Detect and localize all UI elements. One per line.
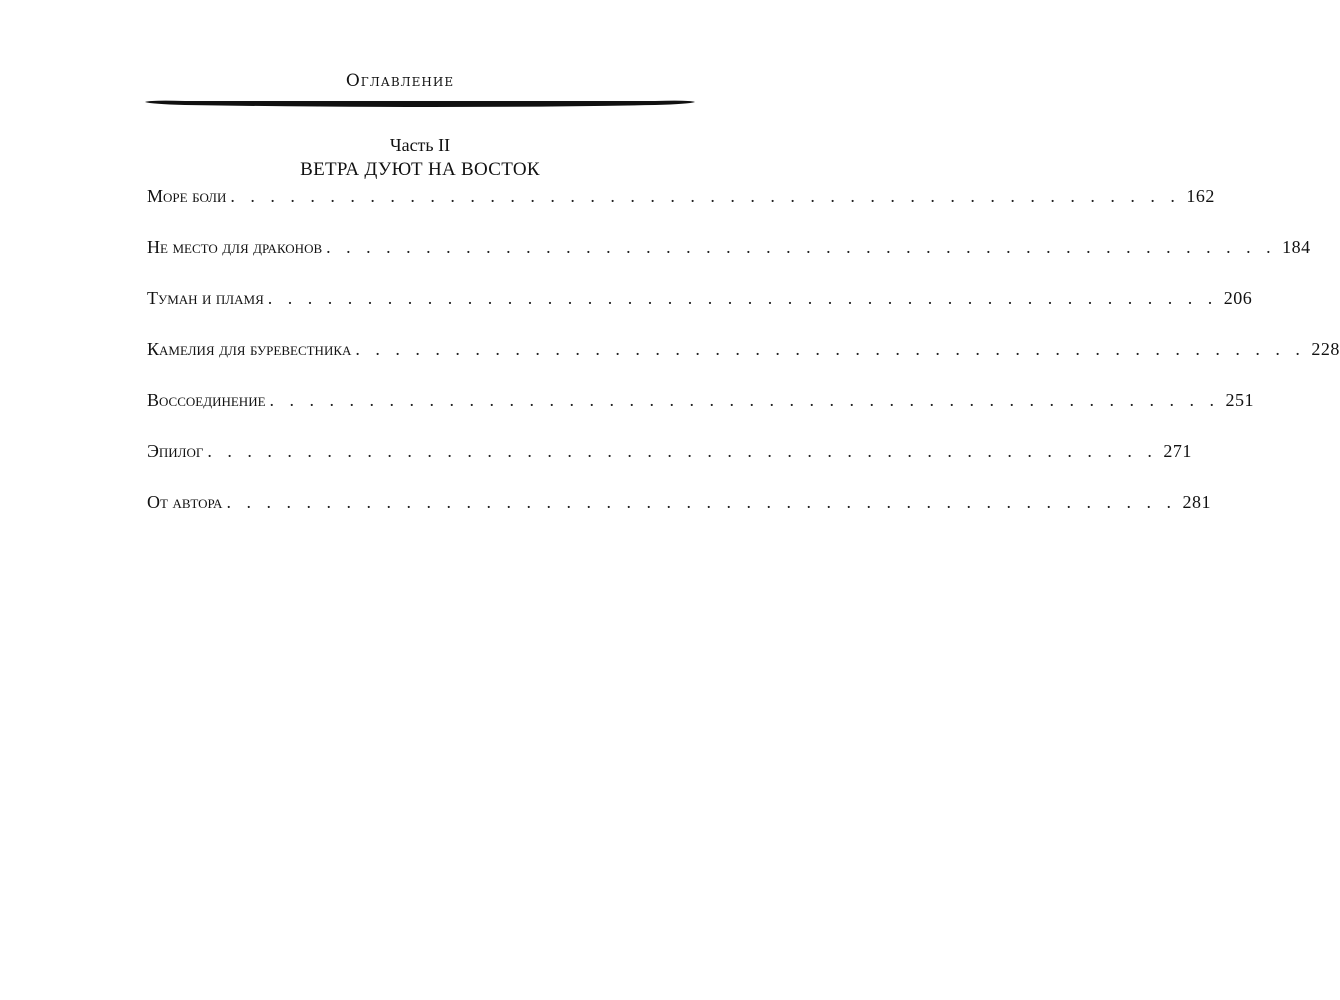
toc-entry-title: Камелия для буревестника <box>147 339 352 359</box>
toc-entry-title: Море боли <box>147 186 227 206</box>
toc-entry-page: 162 <box>1186 186 1215 206</box>
dot-leader: . . . . . . . . . . . . . . . . . . . . . . . . . . . . . . . . . . . . . . . . . . . . . . . . <box>207 441 1158 461</box>
part-title: ВЕТРА ДУЮТ НА ВОСТОК <box>300 159 540 180</box>
toc-entry-page: 184 <box>1282 237 1311 257</box>
toc-entry[interactable] <box>147 388 1255 439</box>
toc-entry-page: 206 <box>1223 288 1253 308</box>
toc-entry[interactable] <box>147 490 1211 541</box>
dot-leader: . . . . . . . . . . . . . . . . . . . . . . . . . . . . . . . . . . . . . . . . . . . . . . . . <box>267 288 1218 308</box>
dot-leader: . . . . . . . . . . . . . . . . . . . . . . . . . . . . . . . . . . . . . . . . . . . . . . . . <box>269 390 1220 410</box>
toc-entry-title: От автора <box>147 492 223 512</box>
dot-leader: . . . . . . . . . . . . . . . . . . . . . . . . . . . . . . . . . . . . . . . . . . . . . . . . <box>230 186 1181 206</box>
part-label: Часть II <box>389 135 451 155</box>
running-head: Оглавление <box>345 71 455 91</box>
dot-leader: . . . . . . . . . . . . . . . . . . . . . . . . . . . . . . . . . . . . . . . . . . . . . . . . <box>226 492 1177 512</box>
header-rule <box>145 98 695 110</box>
table-of-contents <box>147 184 1340 541</box>
toc-entry-title: Воссоединение <box>147 390 266 410</box>
dot-leader: . . . . . . . . . . . . . . . . . . . . . . . . . . . . . . . . . . . . . . . . . . . . . . . . <box>326 237 1277 257</box>
toc-entry[interactable] <box>147 235 1311 286</box>
toc-entry[interactable] <box>147 337 1340 388</box>
toc-entry[interactable] <box>147 184 1215 235</box>
toc-entry-page: 271 <box>1163 441 1192 461</box>
toc-entry-page: 251 <box>1225 390 1255 410</box>
toc-entry[interactable] <box>147 439 1192 490</box>
toc-entry-page: 281 <box>1182 492 1211 512</box>
toc-entry[interactable] <box>147 286 1253 337</box>
dot-leader: . . . . . . . . . . . . . . . . . . . . . . . . . . . . . . . . . . . . . . . . . . . . . . . . <box>355 339 1306 359</box>
toc-entry-title: Туман и пламя <box>147 288 264 308</box>
toc-entry-page: 228 <box>1311 339 1340 359</box>
toc-entry-title: Эпилог <box>147 441 204 461</box>
toc-entry-title: Не место для драконов <box>147 237 323 257</box>
